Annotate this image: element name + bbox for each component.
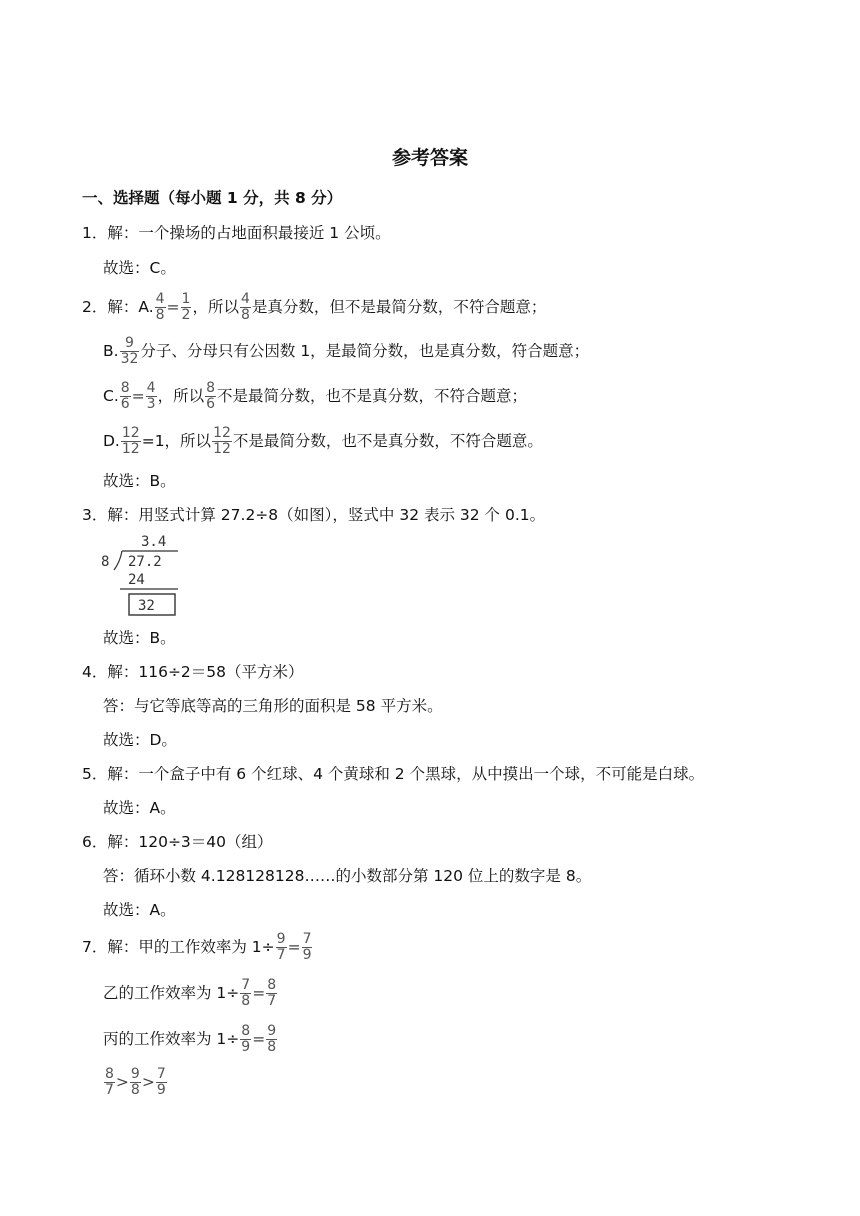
denominator: 8 xyxy=(155,307,165,323)
fraction xyxy=(205,381,216,412)
q4-solution: 4．解：116÷2＝58（平方米） xyxy=(82,663,304,681)
fraction xyxy=(146,381,157,412)
denominator: 7 xyxy=(105,1082,114,1098)
q2-b-prefix: B. xyxy=(103,342,119,360)
q1-solution: 1．解：一个操场的占地面积最接近 1 公顷。 xyxy=(82,224,391,242)
denominator: 32 xyxy=(120,351,139,367)
fraction xyxy=(104,1067,115,1098)
numerator: 8 xyxy=(267,977,277,993)
q1-answer: 故选：C。 xyxy=(103,259,176,277)
q2-b-tail: 分子、分母只有公因数 1，是最简分数，也是真分数，符合题意； xyxy=(140,342,590,360)
q7-comparison xyxy=(103,1064,168,1100)
denominator: 8 xyxy=(241,993,251,1009)
numerator: 9 xyxy=(130,1066,140,1082)
divisor: 8 xyxy=(101,554,110,570)
q2-option-d xyxy=(103,424,543,458)
subtrahend: 24 xyxy=(128,572,145,588)
q2-a-tail: 是真分数，但不是最简分数，不符合题意； xyxy=(251,298,547,316)
denominator: 8 xyxy=(267,1039,277,1055)
denominator: 8 xyxy=(130,1082,140,1098)
denominator: 9 xyxy=(302,947,312,963)
equals-sign: = xyxy=(131,387,145,405)
denominator: 9 xyxy=(241,1039,251,1055)
q7-line-bing xyxy=(103,1021,278,1057)
denominator: 12 xyxy=(121,441,140,457)
fraction xyxy=(120,336,140,367)
q5-answer: 故选：A。 xyxy=(103,799,176,817)
numerator: 9 xyxy=(276,931,286,947)
numerator: 9 xyxy=(267,1023,277,1039)
fraction xyxy=(276,932,287,963)
equals-sign: = xyxy=(252,1030,266,1048)
q7-l1-prefix: 7．解：甲的工作效率为 1÷ xyxy=(82,938,275,956)
denominator: 7 xyxy=(267,993,277,1009)
numerator: 8 xyxy=(241,1023,251,1039)
q2-a-mid: ，所以 xyxy=(192,298,239,316)
numerator: 7 xyxy=(241,977,251,993)
q7-l2-prefix: 乙的工作效率为 1÷ xyxy=(103,984,240,1002)
fraction xyxy=(266,978,277,1009)
long-division-figure xyxy=(96,530,186,620)
fraction xyxy=(266,1024,277,1055)
q3-answer: 故选：B。 xyxy=(103,629,176,647)
numerator: 8 xyxy=(105,1066,114,1082)
remainder: 32 xyxy=(138,598,155,614)
denominator: 7 xyxy=(276,947,286,963)
numerator: 9 xyxy=(120,336,140,352)
q7-l3-prefix: 丙的工作效率为 1÷ xyxy=(103,1030,240,1048)
fraction xyxy=(120,381,131,412)
fraction xyxy=(240,978,251,1009)
numerator: 8 xyxy=(120,380,130,396)
equals-sign: = xyxy=(166,298,180,316)
fraction xyxy=(181,292,192,323)
q2-option-c xyxy=(103,379,527,413)
numerator: 7 xyxy=(302,931,312,947)
q7-line-yi xyxy=(103,975,278,1011)
numerator: 4 xyxy=(146,380,156,396)
greater-than-sign: > xyxy=(115,1073,129,1091)
q3-solution: 3．解：用竖式计算 27.2÷8（如图），竖式中 32 表示 32 个 0.1。 xyxy=(82,506,546,524)
denominator: 9 xyxy=(156,1082,166,1098)
fraction xyxy=(155,292,166,323)
numerator: 12 xyxy=(121,425,140,441)
section-heading: 一、选择题（每小题 1 分，共 8 分） xyxy=(82,189,343,207)
q5-solution: 5．解：一个盒子中有 6 个红球、4 个黄球和 2 个黑球，从中摸出一个球，不可能是白球。 xyxy=(82,765,705,783)
numerator: 4 xyxy=(155,291,165,307)
q7-line-jia xyxy=(82,929,313,965)
numerator: 7 xyxy=(156,1066,166,1082)
q4-answer: 故选：D。 xyxy=(103,731,177,749)
numerator: 1 xyxy=(181,291,191,307)
equals-sign: = xyxy=(252,984,266,1002)
equals-sign: = xyxy=(287,938,301,956)
numerator: 12 xyxy=(213,425,231,441)
greater-than-sign: > xyxy=(141,1073,155,1091)
q2-a-prefix: 2．解：A. xyxy=(82,298,154,316)
denominator: 2 xyxy=(181,307,191,323)
numerator: 4 xyxy=(240,291,250,307)
numerator: 8 xyxy=(206,380,216,396)
q2-c-mid: ，所以 xyxy=(157,387,205,405)
page-title: 参考答案 xyxy=(391,147,468,169)
fraction xyxy=(302,932,313,963)
q2-c-tail: 不是最简分数，也不是真分数，不符合题意； xyxy=(217,387,528,405)
q4-reply: 答：与它等底等高的三角形的面积是 58 平方米。 xyxy=(103,697,443,715)
denominator: 12 xyxy=(213,441,231,457)
fraction xyxy=(240,1024,251,1055)
fraction xyxy=(130,1067,141,1098)
division-bracket xyxy=(114,551,122,570)
q2-answer: 故选：B。 xyxy=(103,472,176,490)
denominator: 3 xyxy=(146,396,156,412)
q2-d-prefix: D. xyxy=(103,432,120,450)
fraction xyxy=(240,292,251,323)
q2-d-eq: =1，所以 xyxy=(141,432,212,450)
q6-reply: 答：循环小数 4.128128128……的小数部分第 120 位上的数字是 8。 xyxy=(103,867,592,885)
fraction xyxy=(212,426,232,457)
denominator: 6 xyxy=(206,396,216,412)
fraction xyxy=(156,1067,167,1098)
dividend: 27.2 xyxy=(128,554,162,570)
q6-answer: 故选：A。 xyxy=(103,901,176,919)
denominator: 6 xyxy=(120,396,130,412)
q2-d-tail: 不是最简分数，也不是真分数，不符合题意。 xyxy=(232,432,543,450)
q2-option-b xyxy=(103,334,589,368)
fraction xyxy=(121,426,141,457)
denominator: 8 xyxy=(240,307,250,323)
q2-c-prefix: C. xyxy=(103,387,119,405)
quotient: 3.4 xyxy=(141,534,167,550)
q6-solution: 6．解：120÷3＝40（组） xyxy=(82,833,273,851)
q2-option-a xyxy=(82,290,546,324)
